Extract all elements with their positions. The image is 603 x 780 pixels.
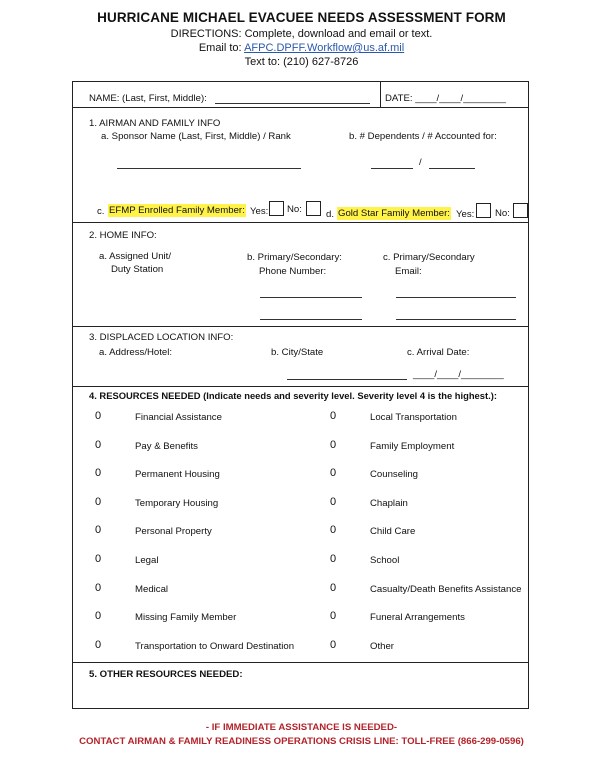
arrival-date-field[interactable]: ____/____/________ [413,369,504,380]
goldstar-prefix: d. [326,209,335,220]
resource-label-right-8: Other [370,640,394,652]
goldstar-no-checkbox[interactable] [513,203,528,218]
dependents-slash: / [419,157,422,168]
footer-alert: - IF IMMEDIATE ASSISTANCE IS NEEDED- [205,722,398,733]
resource-label-right-0: Local Transportation [370,412,457,423]
accounted-field[interactable] [429,168,475,169]
resource-label-left-8: Transportation to Onward Destination [135,640,295,652]
severity-level-right-4[interactable]: 0 [330,524,337,537]
resource-label-left-4: Personal Property [135,526,212,538]
email-label-1: c. Primary/Secondary [383,252,475,263]
severity-level-right-6[interactable]: 0 [330,581,337,594]
primary-phone-field[interactable] [260,297,362,298]
severity-level-left-2[interactable]: 0 [95,467,102,480]
directions-text: DIRECTIONS: Complete, download and email or text. [170,28,433,40]
primary-email-field[interactable] [396,297,516,298]
resource-label-left-5: Legal [135,555,159,566]
efmp-prefix: c. [97,206,105,217]
arrival-date-label: c. Arrival Date: [407,347,470,358]
resource-label-right-1: Family Employment [370,440,455,452]
severity-level-left-6[interactable]: 0 [95,581,102,594]
sponsor-name-label: a. Sponsor Name (Last, First, Middle) / Rank [101,131,291,142]
row-divider-4 [73,386,528,387]
resource-label-right-3: Chaplain [370,497,408,509]
severity-level-right-5[interactable]: 0 [330,553,337,565]
section5-title: 5. OTHER RESOURCES NEEDED: [89,669,243,680]
resource-label-right-6: Casualty/Death Benefits Assistance [370,583,522,595]
city-state-field[interactable] [287,379,407,380]
row-divider-1 [73,107,528,108]
severity-level-left-1[interactable]: 0 [95,438,102,451]
name-field[interactable] [215,103,370,104]
date-field[interactable]: DATE: ____/____/________ [385,93,506,104]
severity-level-right-7[interactable]: 0 [330,610,337,623]
resource-label-right-2: Counseling [370,469,419,481]
section2-title: 2. HOME INFO: [89,230,157,241]
phone-label-2: Phone Number: [259,266,327,277]
severity-level-right-8[interactable]: 0 [330,638,337,651]
unit-label-1: a. Assigned Unit/ [99,251,171,262]
severity-level-right-3[interactable]: 0 [330,495,337,508]
goldstar-yes-checkbox[interactable] [476,203,491,218]
resource-label-left-1: Pay & Benefits [135,440,198,452]
efmp-yes-checkbox[interactable] [269,201,284,216]
goldstar-yes-label: Yes: [456,209,475,220]
resource-label-right-4: Child Care [370,526,416,538]
efmp-no-checkbox[interactable] [306,201,321,216]
severity-level-left-3[interactable]: 0 [95,495,102,508]
email-link[interactable]: AFPC.DPFF.Workflow@us.af.mil [244,42,405,54]
efmp-label: EFMP Enrolled Family Member: [109,205,245,216]
severity-level-left-4[interactable]: 0 [95,524,102,537]
row-divider-5 [73,662,528,663]
email-label: Email to: [198,42,245,54]
section3-title: 3. DISPLACED LOCATION INFO: [89,332,234,343]
footer-crisis-line: CONTACT AIRMAN & FAMILY READINESS OPERATIONS CRISIS LINE: TOLL-FREE (866-299-0596) [79,736,524,747]
severity-level-right-1[interactable]: 0 [330,438,337,451]
goldstar-no-label: No: [495,208,510,219]
resource-label-left-2: Permanent Housing [135,469,220,481]
sponsor-name-field[interactable] [117,168,301,169]
resource-label-right-7: Funeral Arrangements [370,612,465,624]
efmp-no-label: No: [287,204,302,215]
name-date-divider [380,82,381,107]
resource-label-left-0: Financial Assistance [135,412,222,423]
severity-level-left-8[interactable]: 0 [95,638,102,651]
secondary-phone-field[interactable] [260,319,362,320]
unit-label-2: Duty Station [111,264,164,275]
city-state-label: b. City/State [271,347,324,358]
severity-level-left-7[interactable]: 0 [95,610,102,623]
text-line: Text to: (210) 627-8726 [244,56,359,68]
section1-title: 1. AIRMAN AND FAMILY INFO [89,118,221,129]
dependents-label: b. # Dependents / # Accounted for: [349,131,497,142]
section4-title: 4. RESOURCES NEEDED (Indicate needs and severity level. Severity level 4 is the highest.): [89,390,497,401]
resource-label-left-3: Temporary Housing [135,497,219,509]
severity-level-right-2[interactable]: 0 [330,467,337,480]
resource-label-left-6: Medical [135,583,169,595]
email-line [0,42,603,54]
severity-level-left-5[interactable]: 0 [95,553,102,565]
resource-label-left-7: Missing Family Member [135,612,237,624]
efmp-yes-label: Yes: [250,206,269,217]
phone-label-1: b. Primary/Secondary: [247,252,342,263]
severity-level-left-0[interactable]: 0 [95,410,102,422]
form-title: HURRICANE MICHAEL EVACUEE NEEDS ASSESSMENT FORM [97,10,506,25]
row-divider-2 [73,222,528,223]
goldstar-label: Gold Star Family Member: [338,208,450,219]
name-label: NAME: (Last, First, Middle): [89,93,207,104]
assessment-form [72,81,529,709]
severity-level-right-0[interactable]: 0 [330,410,337,422]
resource-label-right-5: School [370,555,400,566]
email-label-2: Email: [395,266,422,277]
row-divider-3 [73,326,528,327]
dependents-field[interactable] [371,168,413,169]
secondary-email-field[interactable] [396,319,516,320]
address-label: a. Address/Hotel: [99,347,173,358]
